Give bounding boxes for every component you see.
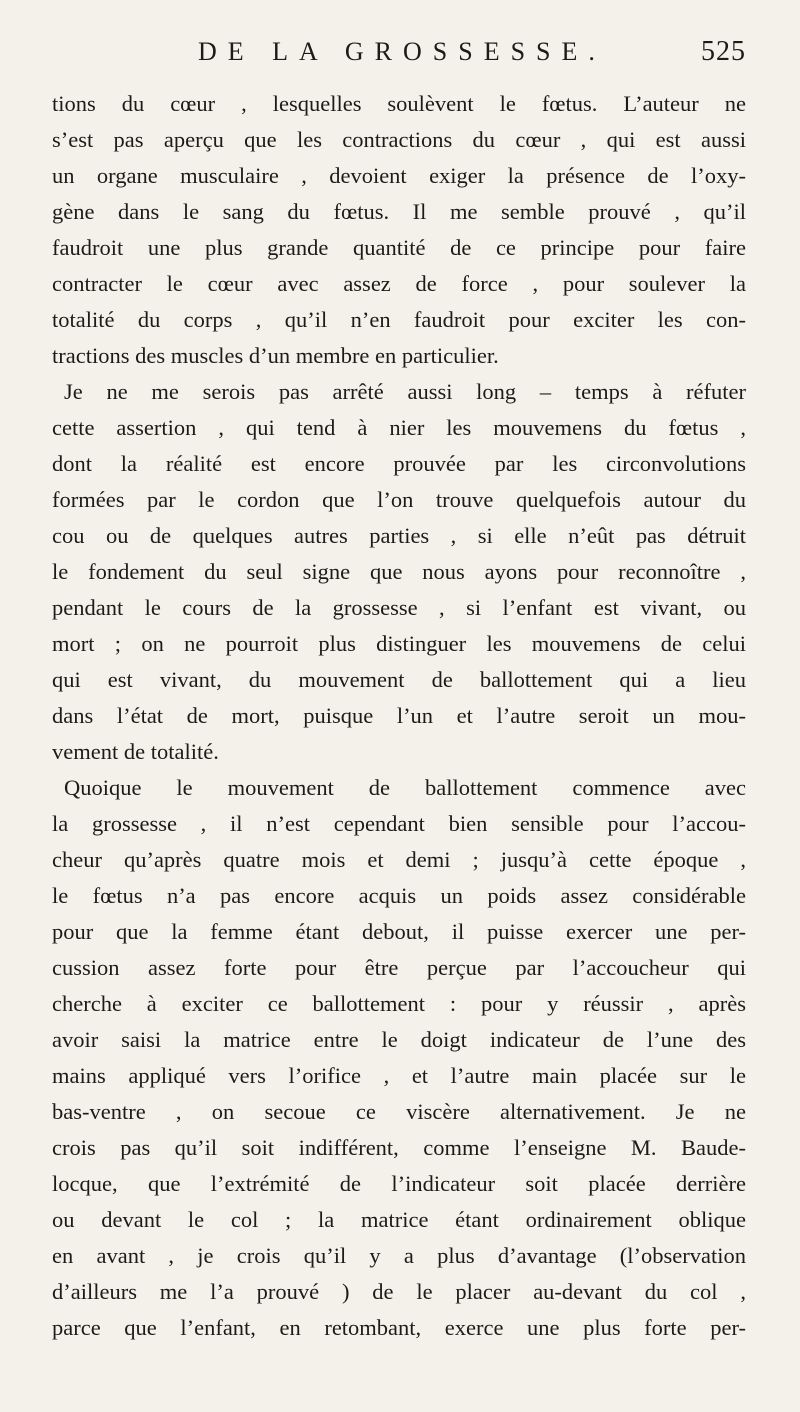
text-line: s’est pas aperçu que les contractions du cœur , qui est aussi	[52, 127, 746, 152]
text-line: cou ou de quelques autres parties , si elle n’eût pas détruit	[52, 523, 746, 548]
text-line: tions du cœur , lesquelles soulèvent le fœtus. L’auteur ne	[52, 91, 746, 116]
text-line: vement de totalité.	[52, 739, 219, 764]
text-line: tractions des muscles d’un membre en particulier.	[52, 343, 499, 368]
text-line: crois pas qu’il soit indifférent, comme l’enseigne M. Baude-	[52, 1135, 746, 1160]
text-line: formées par le cordon que l’on trouve quelquefois autour du	[52, 487, 746, 512]
text-line: cussion assez forte pour être perçue par l’accoucheur qui	[52, 955, 746, 980]
text-line: Je ne me serois pas arrêté aussi long – temps à réfuter	[64, 379, 746, 404]
text-line: contracter le cœur avec assez de force , pour soulever la	[52, 271, 746, 296]
running-title: DE LA GROSSESSE.	[198, 37, 606, 66]
page-number: 525	[701, 36, 746, 67]
text-line: dont la réalité est encore prouvée par les circonvolutions	[52, 451, 746, 476]
running-head	[198, 36, 746, 76]
text-line: pendant le cours de la grossesse , si l’enfant est vivant, ou	[52, 595, 746, 620]
text-line: dans l’état de mort, puisque l’un et l’autre seroit un mou-	[52, 703, 746, 728]
text-line: le fondement du seul signe que nous ayons pour reconnoître ,	[52, 559, 746, 584]
text-line: pour que la femme étant debout, il puisse exercer une per-	[52, 919, 746, 944]
text-line: bas-ventre , on secoue ce viscère alternativement. Je ne	[52, 1099, 746, 1124]
text-line: faudroit une plus grande quantité de ce principe pour faire	[52, 235, 746, 260]
text-line: cherche à exciter ce ballottement : pour y réussir , après	[52, 991, 746, 1016]
text-line: mains appliqué vers l’orifice , et l’autre main placée sur le	[52, 1063, 746, 1088]
text-line: ou devant le col ; la matrice étant ordinairement oblique	[52, 1207, 746, 1232]
text-line: qui est vivant, du mouvement de ballottement qui a lieu	[52, 667, 746, 692]
body-text	[52, 86, 746, 1346]
text-line: parce que l’enfant, en retombant, exerce une plus forte per-	[52, 1315, 746, 1340]
text-line: un organe musculaire , devoient exiger la présence de l’oxy-	[52, 163, 746, 188]
text-line: totalité du corps , qu’il n’en faudroit pour exciter les con-	[52, 307, 746, 332]
text-line: d’ailleurs me l’a prouvé ) de le placer au-devant du col ,	[52, 1279, 746, 1304]
text-line: gène dans le sang du fœtus. Il me semble prouvé , qu’il	[52, 199, 746, 224]
text-line: cette assertion , qui tend à nier les mouvemens du fœtus ,	[52, 415, 746, 440]
text-line: cheur qu’après quatre mois et demi ; jusqu’à cette époque ,	[52, 847, 746, 872]
text-line: avoir saisi la matrice entre le doigt indicateur de l’une des	[52, 1027, 746, 1052]
text-line: mort ; on ne pourroit plus distinguer les mouvemens de celui	[52, 631, 746, 656]
text-line: Quoique le mouvement de ballottement commence avec	[64, 775, 746, 800]
text-line: en avant , je crois qu’il y a plus d’avantage (l’observation	[52, 1243, 746, 1268]
text-line: la grossesse , il n’est cependant bien sensible pour l’accou-	[52, 811, 746, 836]
text-line: le fœtus n’a pas encore acquis un poids assez considérable	[52, 883, 746, 908]
text-line: locque, que l’extrémité de l’indicateur soit placée derrière	[52, 1171, 746, 1196]
